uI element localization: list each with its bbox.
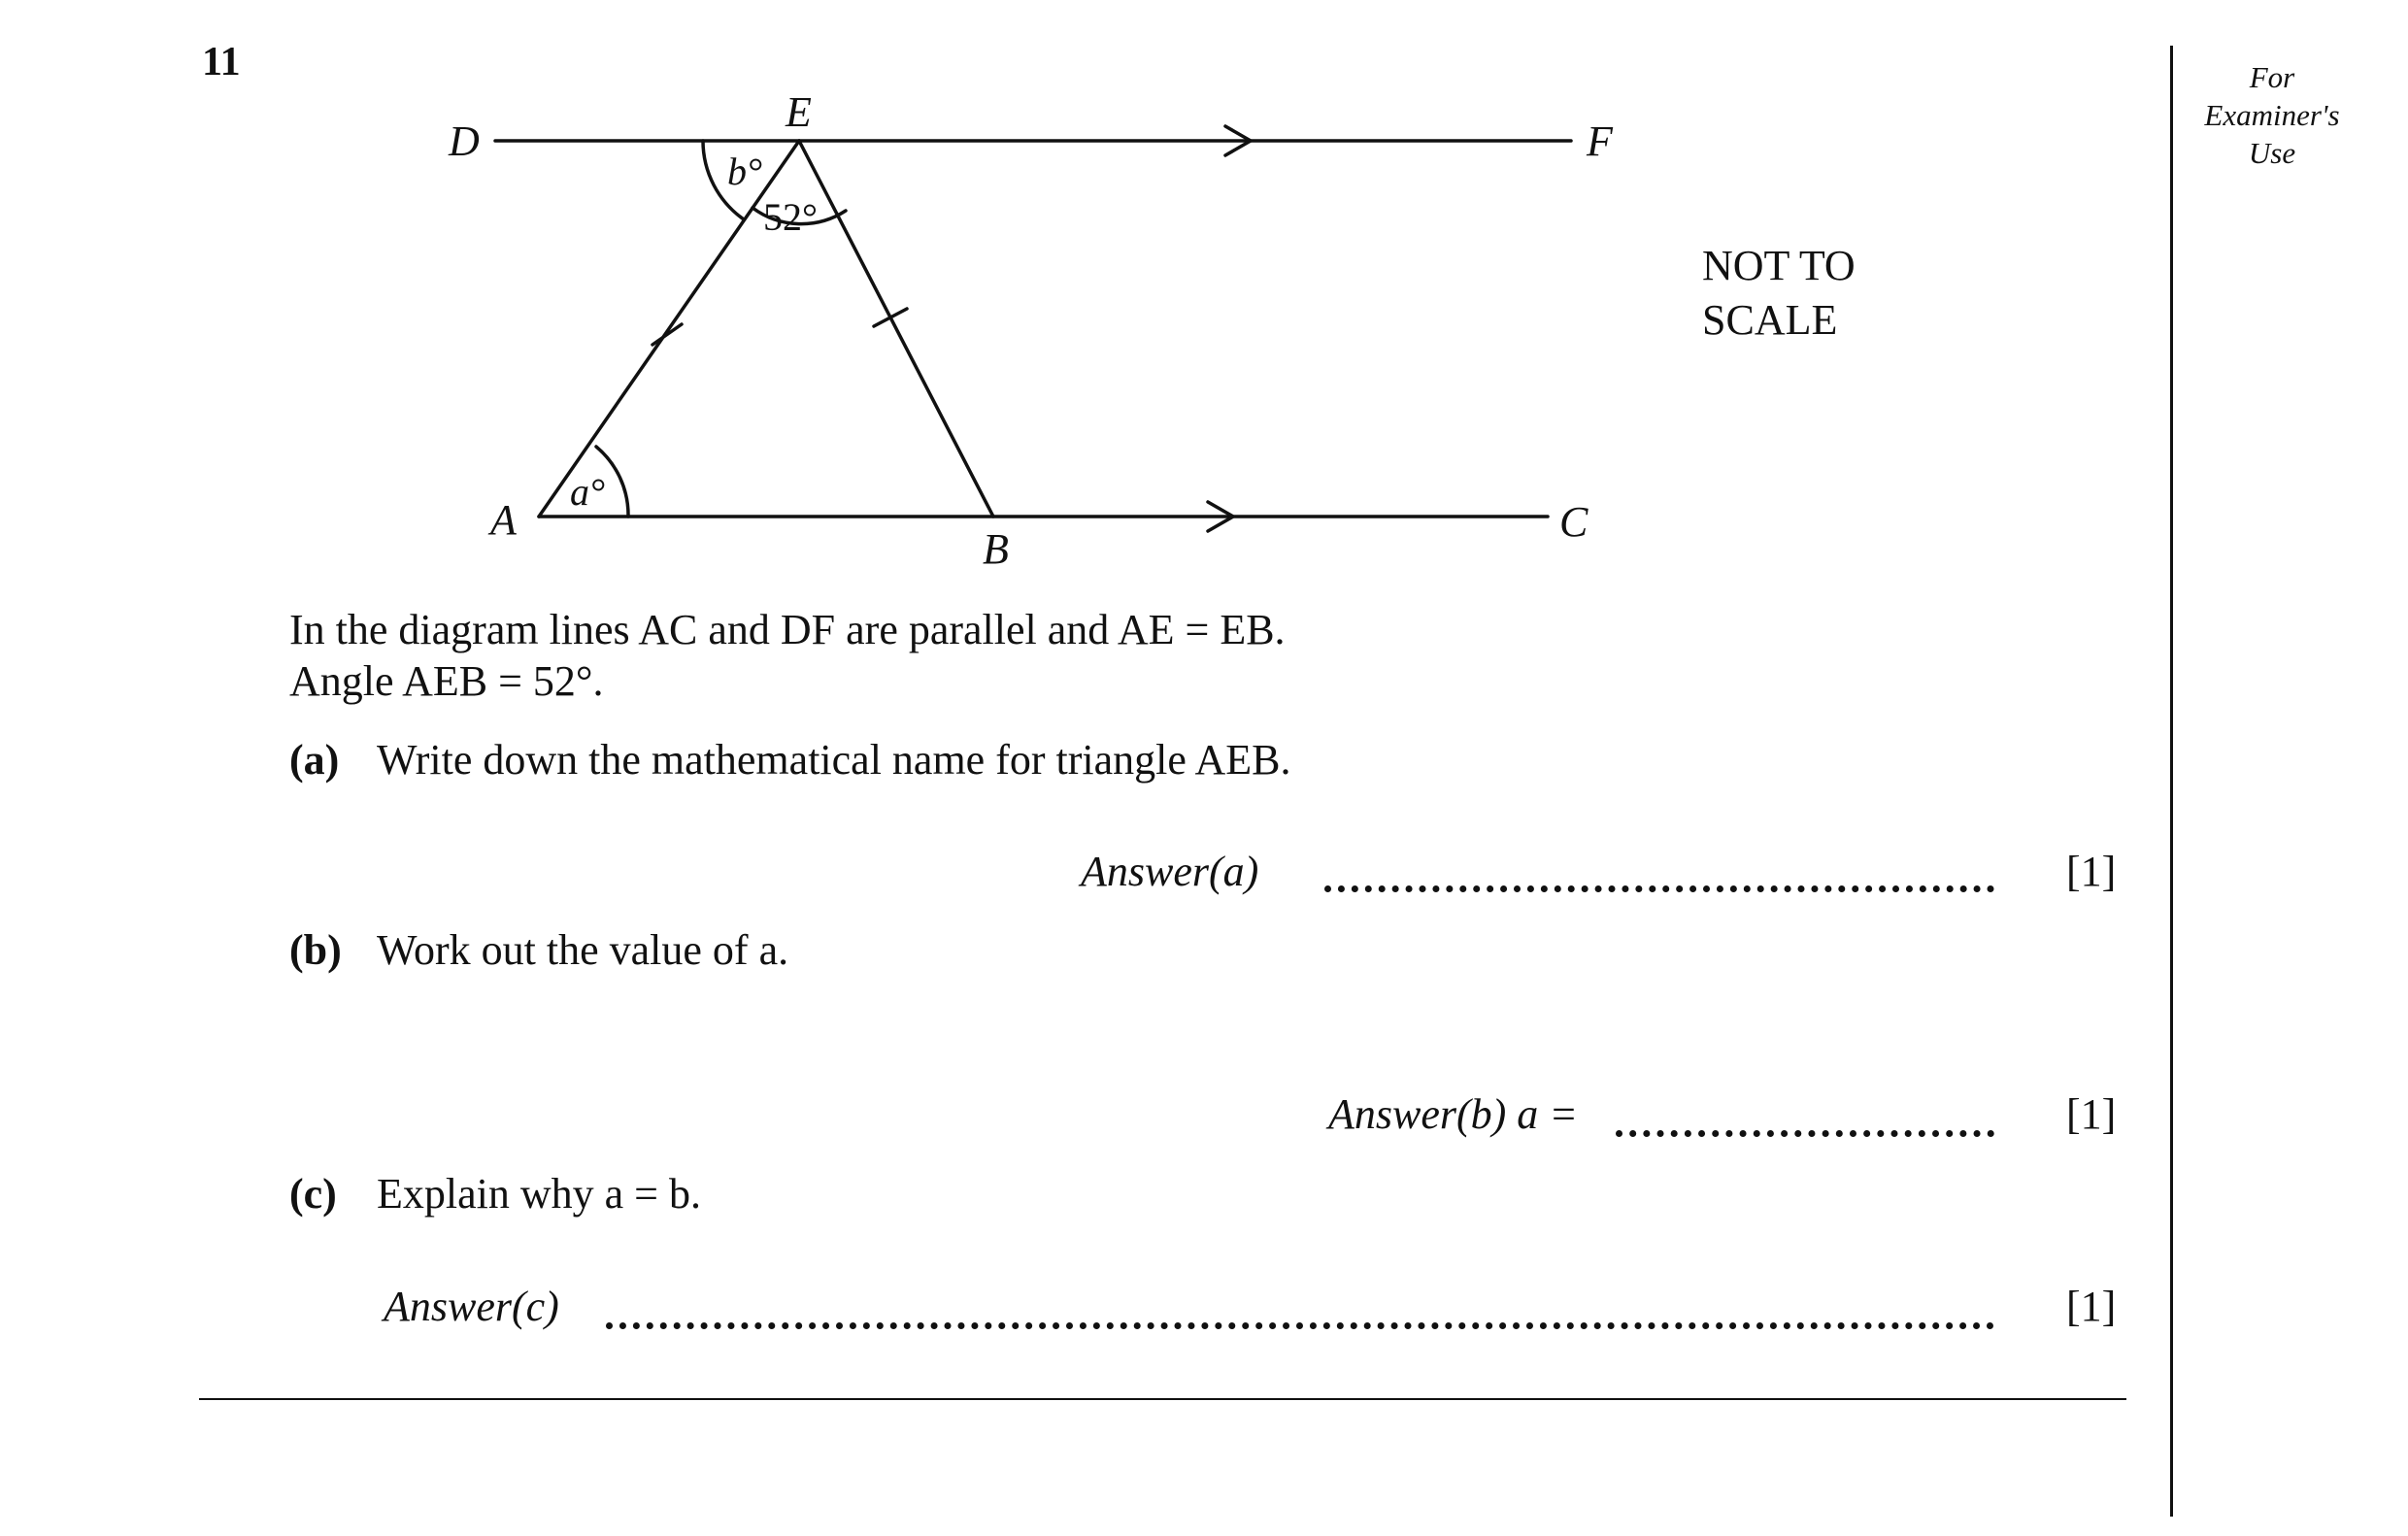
examiner-note-line: Use [2248,136,2296,170]
part-a-question [289,735,1290,785]
point-label-f: F [1587,117,1613,165]
tick-ea [652,324,682,345]
point-label-a: A [490,496,517,544]
not-to-scale-note [1702,239,1955,348]
part-b-question [289,925,788,975]
part-c-question [289,1169,701,1219]
angle-label-a: a° [570,470,605,514]
side-eb [799,141,993,517]
examiner-note-line: For [2249,60,2295,94]
answer-b-line[interactable] [1616,1130,1994,1137]
marks-b: [1] [2066,1090,2117,1138]
examiner-note-line: Examiner's [2204,98,2340,132]
part-b-text: Work out the value of a. [377,926,789,974]
point-label-c: C [1559,498,1589,546]
answer-c-label: Answer(c) [384,1283,559,1330]
point-label-e: E [786,88,812,136]
angle-label-52: 52° [763,195,818,239]
question-end-rule [199,1398,2126,1400]
point-label-b: B [983,525,1009,573]
tick-eb [874,309,907,326]
question-number: 11 [202,40,241,84]
note-line: NOT TO [1702,242,1856,289]
part-a-text: Write down the mathematical name for triangle AEB. [377,736,1291,784]
marks-c: [1] [2066,1283,2117,1330]
marks-a: [1] [2066,848,2117,895]
answer-a-line[interactable] [1324,885,1994,892]
point-label-d: D [449,117,480,165]
answer-a-label: Answer(a) [1081,848,1259,895]
examiner-use-label [2175,58,2369,172]
intro-line-2: Angle AEB = 52°. [289,657,604,705]
part-b-label: (b) [289,926,342,974]
answer-c-line[interactable] [606,1322,1994,1329]
part-c-text: Explain why a = b. [377,1170,701,1218]
side-ea [539,141,799,517]
answer-b-label: Answer(b) a = [1328,1090,1578,1138]
angle-label-b: b° [727,150,762,193]
intro-line-1: In the diagram lines AC and DF are parallel and AE = EB. [289,606,1286,653]
part-a-label: (a) [289,736,340,784]
part-c-label: (c) [289,1170,337,1218]
note-line: SCALE [1702,296,1838,344]
examiner-margin-rule [2170,46,2173,1517]
geometry-diagram [0,0,1942,583]
